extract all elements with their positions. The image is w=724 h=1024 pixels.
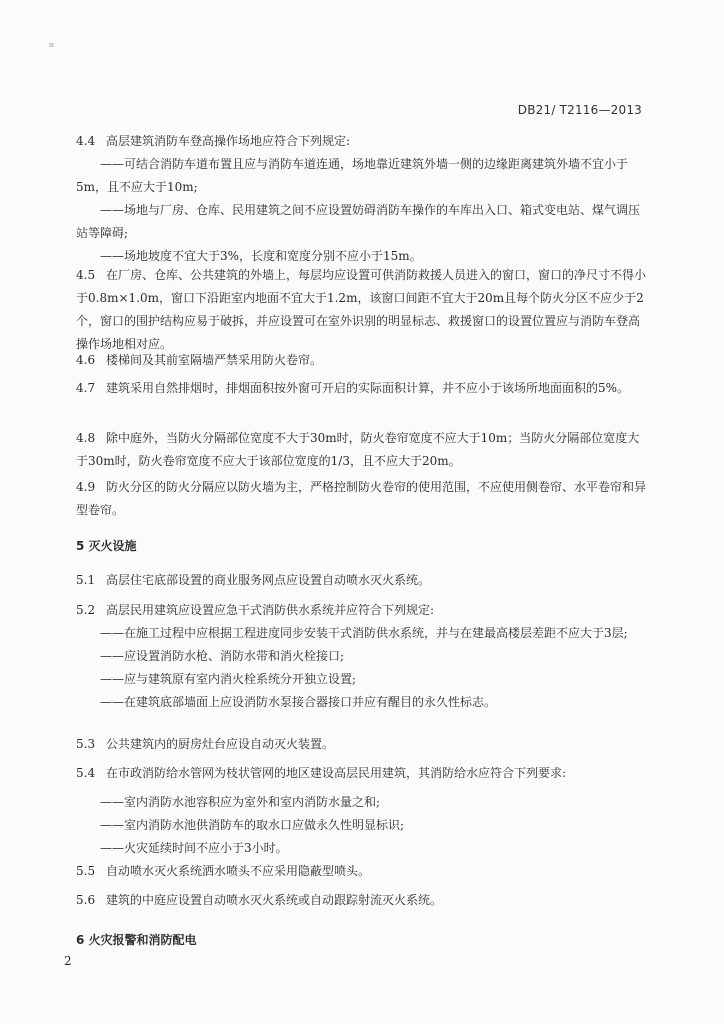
scan-mark: ∝ bbox=[48, 40, 55, 51]
clause-4-4: 4.4 高层建筑消防车登高操作场地应符合下列规定: ——可结合消防车道布置且应与消防车道连通，场地靠近建筑外墙一侧的边缘距离建筑外墙不宜小于5m，且不应大于10m; ——场地与厂房、仓库、民用建筑之间不应设置妨碍消防车操作的车库出入口、箱式变电站、煤气调压站等障碍; ——场地坡度不宜大于3%，长度和宽度分别不应小于15m。 bbox=[76, 130, 648, 268]
list-item: ——在施工过程中应根据工程进度同步安装干式消防供水系统，并与在建最高楼层差距不应大于3层; bbox=[100, 626, 628, 640]
clause-4-5: 4.5 在厂房、仓库、公共建筑的外墙上，每层均应设置可供消防救援人员进入的窗口，窗口的净尺寸不得小于0.8m×1.0m，窗口下沿距室内地面不宜大于1.2m，该窗口间距不宜大于20m且每个防火分区不应少于2个，窗口的围护结构应易于破拆，并应设置可在室外识别的明显标志、救援窗口的设置位置应与消防车登高操作场地相对应。 bbox=[76, 268, 647, 351]
list-item: ——在建筑底部墙面上应设消防水泵接合器接口并应有醒目的永久性标志。 bbox=[100, 695, 497, 709]
page-number: 2 bbox=[64, 954, 72, 968]
clause-5-5: 5.5 自动喷水灭火系统洒水喷头不应采用隐蔽型喷头。 bbox=[76, 864, 371, 878]
list-item: ——场地与厂房、仓库、民用建筑之间不应设置妨碍消防车操作的车库出入口、箱式变电站、煤气调压站等障碍; bbox=[76, 203, 641, 240]
standard-code: DB21/ T2116—2013 bbox=[517, 103, 642, 117]
clause-4-9: 4.9 防火分区的防火分隔应以防火墙为主，严格控制防火卷帘的使用范围，不应使用侧卷帘、水平卷帘和异型卷帘。 bbox=[76, 480, 647, 517]
list-item: ——应与建筑原有室内消火栓系统分开独立设置; bbox=[100, 672, 357, 686]
list-item: ——室内消防水池容积应为室外和室内消防水量之和; bbox=[100, 795, 381, 809]
list-item: ——室内消防水池供消防车的取水口应做永久性明显标识; bbox=[100, 818, 405, 832]
section-heading-6: 6 火灾报警和消防配电 bbox=[76, 933, 197, 947]
list-item: ——火灾延续时间不应小于3小时。 bbox=[100, 841, 288, 855]
clause-5-2: 5.2 高层民用建筑应设置应急干式消防供水系统并应符合下列规定: ——在施工过程中应根据工程进度同步安装干式消防供水系统，并与在建最高楼层差距不应大于3层; ——应设置消防水枪、消防水带和消火栓接口; ——应与建筑原有室内消火栓系统分开独立设置; ——在建筑底部墙面上应设消防水泵接合器接口并应有醒目的永久性标志。 bbox=[76, 599, 648, 714]
section-heading-5: 5 灭火设施 bbox=[76, 539, 137, 553]
clause-4-7: 4.7 建筑采用自然排烟时，排烟面积按外窗可开启的实际面积计算，并不应小于该场所地面面积的5%。 bbox=[76, 381, 630, 395]
clause-4-8: 4.8 除中庭外，当防火分隔部位宽度不大于30m时，防火卷帘宽度不应大于10m；当防火分隔部位宽度大于30m时，防火卷帘宽度不应大于该部位宽度的1/3，且不应大于20m。 bbox=[76, 431, 640, 468]
clause-5-1: 5.1 高层住宅底部设置的商业服务网点应设置自动喷水灭火系统。 bbox=[76, 573, 431, 587]
clause-4-6: 4.6 楼梯间及其前室隔墙严禁采用防火卷帘。 bbox=[76, 353, 323, 367]
clause-5-4: 5.4 在市政消防给水管网为枝状管网的地区建设高层民用建筑，其消防给水应符合下列要求: ——室内消防水池容积应为室外和室内消防水量之和; ——室内消防水池供消防车的取水口应做永久性明显标识; ——火灾延续时间不应小于3小时。 bbox=[76, 762, 648, 860]
list-item: ——可结合消防车道布置且应与消防车道连通，场地靠近建筑外墙一侧的边缘距离建筑外墙不宜小于5m，且不应大于10m; bbox=[76, 157, 629, 194]
list-item: ——场地坡度不宜大于3%，长度和宽度分别不应小于15m。 bbox=[100, 249, 422, 263]
clause-5-3: 5.3 公共建筑内的厨房灶台应设自动灭火装置。 bbox=[76, 737, 335, 751]
clause-5-6: 5.6 建筑的中庭应设置自动喷水灭火系统或自动跟踪射流灭火系统。 bbox=[76, 893, 443, 907]
list-item: ——应设置消防水枪、消防水带和消火栓接口; bbox=[100, 649, 345, 663]
